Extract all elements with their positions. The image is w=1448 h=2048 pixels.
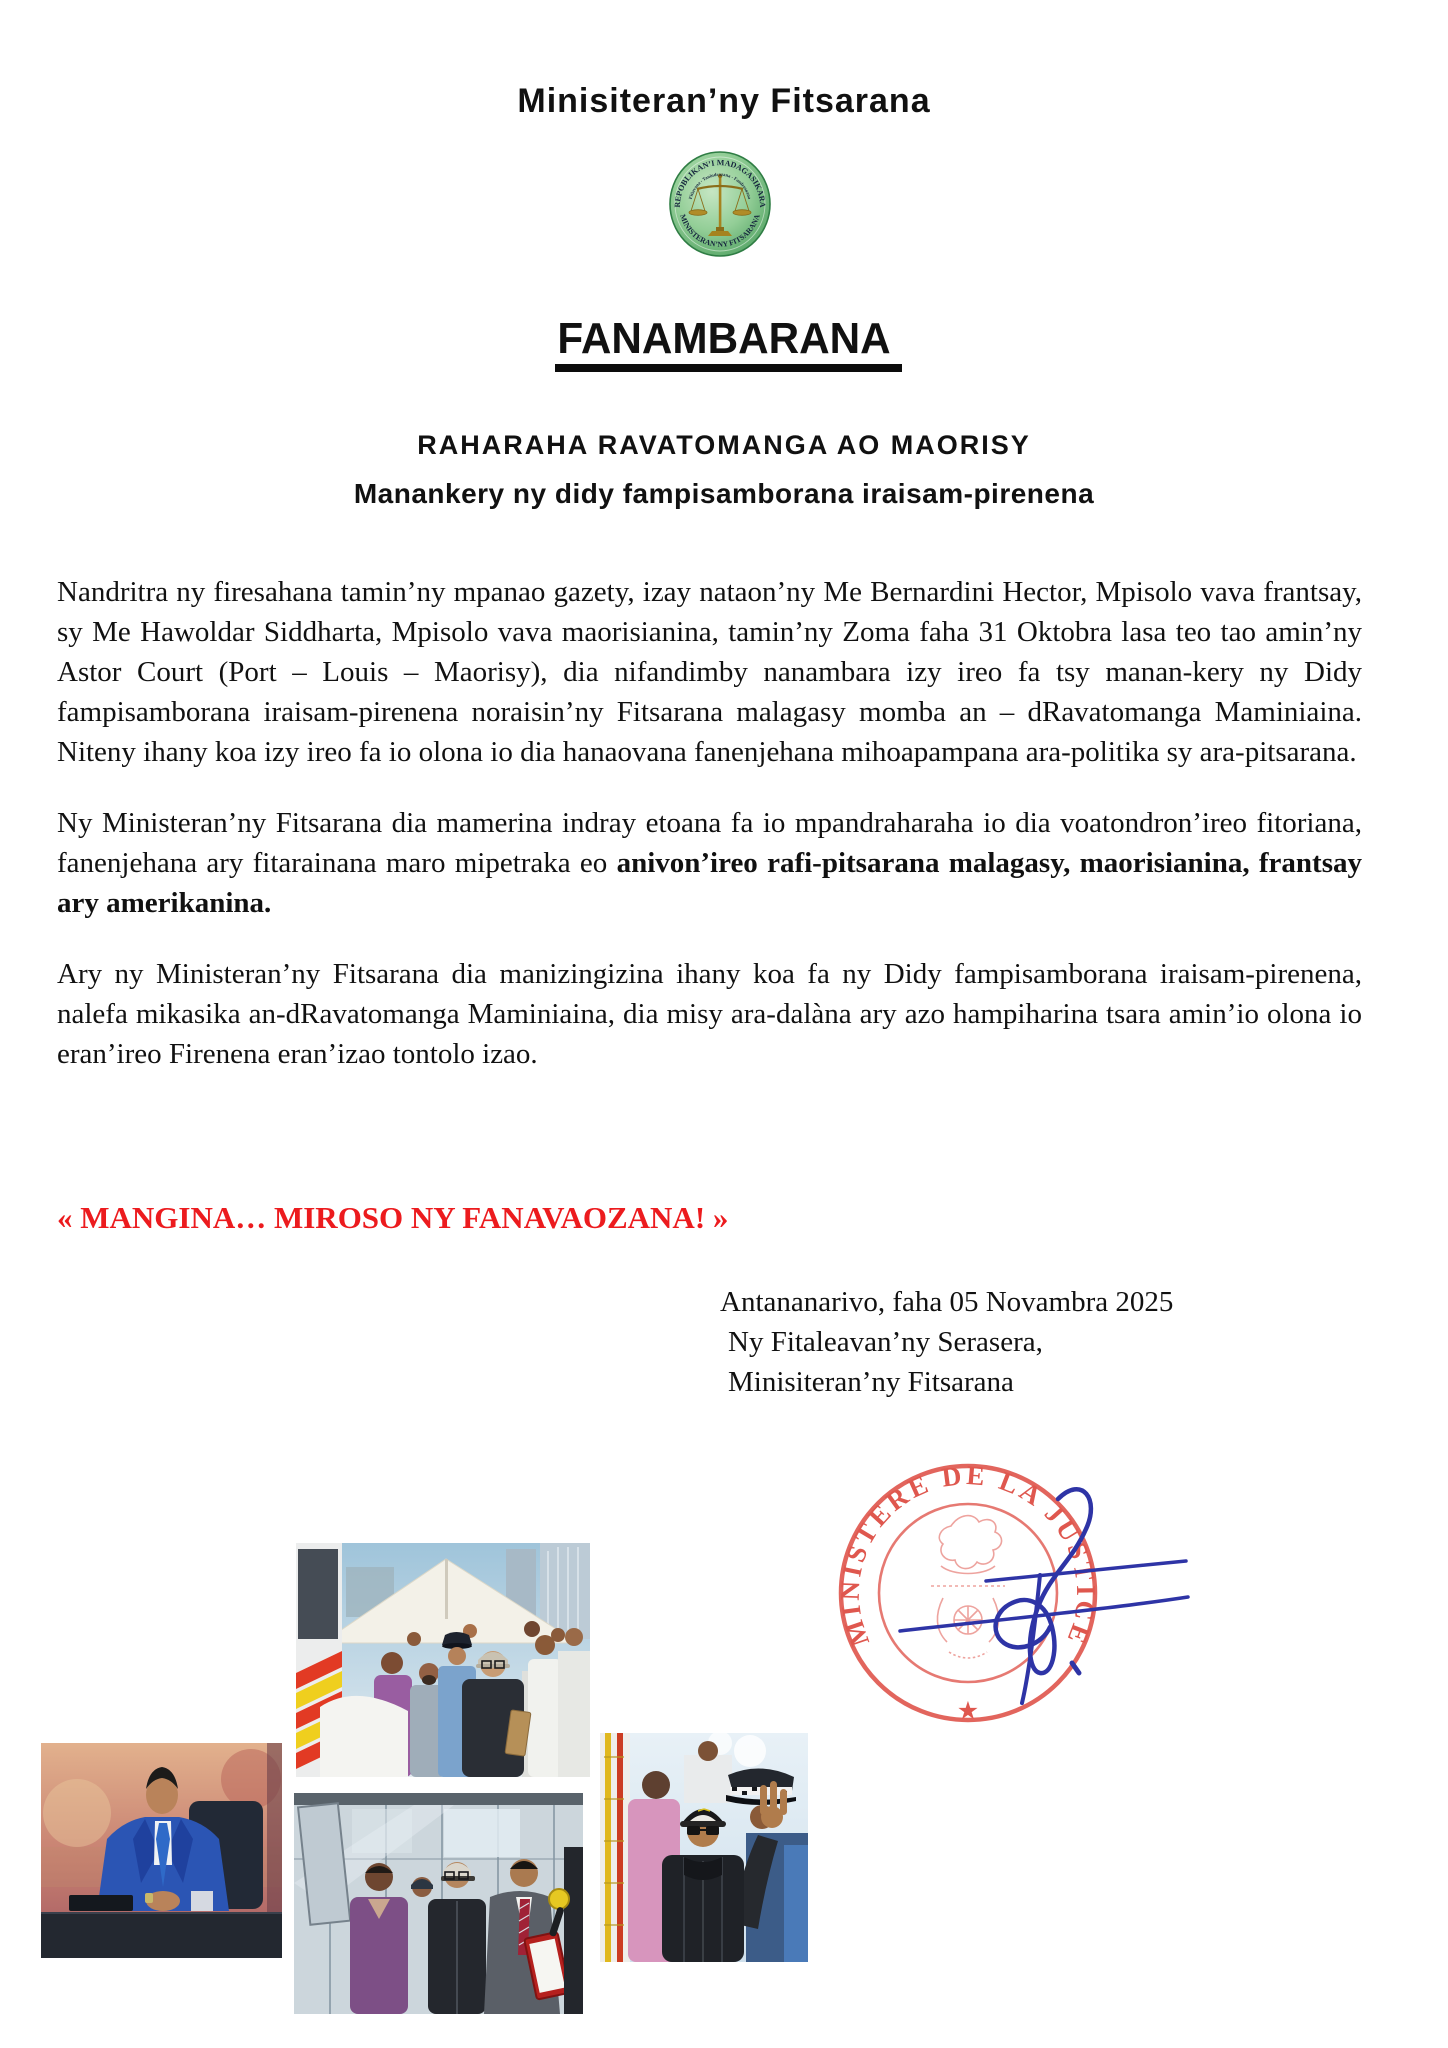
paragraph-3-text: Ary ny Ministeran’ny Fitsarana dia manizingizina ihany koa fa ny Didy fampisamborana iraisam-pirenena, nalefa mikasika an-dRavatomanga Maminiaina, dia misy ara-dalàna ary azo hampiharina tsara amin’io olona io eran’ireo Firenena eran’izao tontolo izao. [57, 958, 1362, 1070]
signoff-place-date: Antananarivo, faha 05 Novambra 2025 [720, 1286, 1174, 1318]
signoff-department: Ny Fitaleavan’ny Serasera, [728, 1326, 1043, 1358]
paragraph-2 [57, 803, 1362, 923]
paragraph-2-bold-text: anivon’ireo rafi-pitsarana malagasy, maorisianina, frantsay ary amerikanina. [57, 847, 1362, 919]
signoff-ministry: Minisiteran’ny Fitsarana [728, 1366, 1014, 1398]
photo-group-glass-building [294, 1793, 583, 2014]
photo-man-waving [600, 1733, 808, 1962]
ministry-seal-icon [668, 150, 772, 258]
ministry-seal-logo [668, 150, 772, 258]
paragraph-1-text: Nandritra ny firesahana tamin’ny mpanao gazety, izay nataon’ny Me Bernardini Hector, Mpisolo vava frantsay, sy Me Hawoldar Siddharta, Mpisolo vava maorisianina, tamin’ny Zoma faha 31 Oktobra lasa teo tao amin’ny Astor Court (Port – Louis – Maorisy), dia nifandimby nanambara izy ireo fa tsy manan-kery ny Didy fampisamborana iraisam-pirenena noraisin’ny Fitsarana malagasy momba an – dRavatomanga Maminiaina. Niteny ihany koa izy ireo fa io olona io dia hanaovana fanenjehana mihoapampana ara-politika sy ara-pitsarana. [57, 576, 1362, 768]
document-heading: FANAMBARANA [557, 314, 891, 363]
logo-motto-text: Fitiavana - Tanindrazana - Fandrosoana [687, 171, 753, 200]
subject-line-2: Manankery ny didy fampisamborana iraisam-pirenena [353, 478, 1095, 509]
photo-escort-crowd [296, 1543, 590, 1777]
signature [890, 1455, 1200, 1715]
ministry-title: Minisiteran’ny Fitsarana [517, 82, 931, 120]
paragraph-3 [57, 954, 1362, 1074]
logo-bottom-text: MINISTERAN’NY FITSARANA [678, 213, 762, 249]
logo-top-text: REPOBLIKAN’I MADAGASIKARA [672, 158, 768, 208]
subject-line-1: RAHARAHA RAVATOMANGA AO MAORISY [417, 430, 1031, 460]
stamp-curved-text: MINISTERE DE LA JUSTICE [834, 1459, 1102, 1651]
slogan: « MANGINA… MIROSO NY FANAVAOZANA! » [57, 1200, 729, 1235]
paragraph-1 [57, 572, 1362, 772]
paragraph-2-text: Ny Ministeran’ny Fitsarana dia mamerina indray etoana fa io mpandraharaha io dia voatondron’ireo fitoriana, fanenjehana ary fitarainana maro mipetraka eo [57, 807, 1362, 879]
body-text [57, 572, 1362, 1105]
signoff-block [720, 1282, 1173, 1402]
heading-underline [555, 364, 902, 372]
photo-portrait-blue-suit [41, 1743, 282, 1958]
star-icon: ★ [956, 1698, 980, 1725]
